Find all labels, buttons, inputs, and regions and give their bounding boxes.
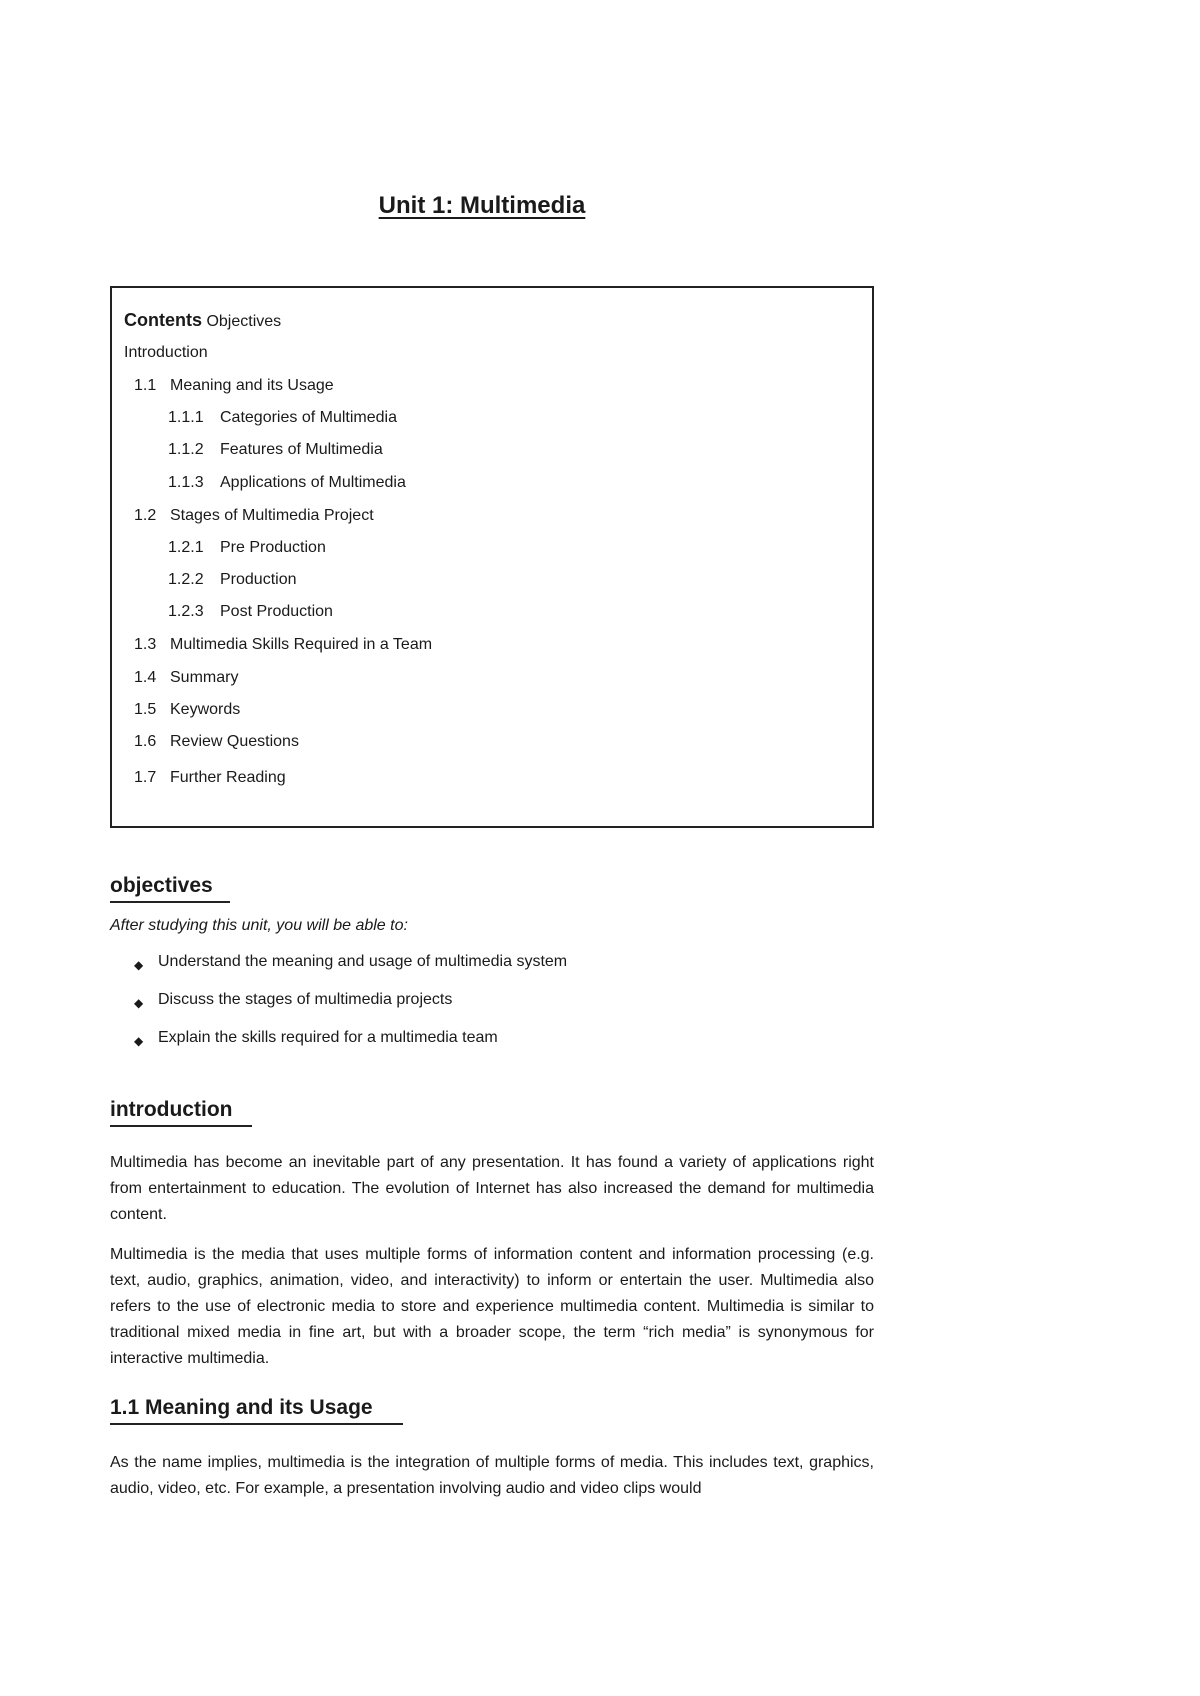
toc-item <box>134 768 286 788</box>
toc-item-number: 1.2.2 <box>168 571 204 588</box>
toc-item-label: Applications of Multimedia <box>220 474 406 491</box>
toc-item <box>134 506 374 526</box>
section-1-1-heading: 1.1 Meaning and its Usage <box>110 1396 373 1419</box>
list-item <box>110 1028 567 1066</box>
list-item-text: Understand the meaning and usage of multimedia system <box>158 953 568 970</box>
toc-item-label: Stages of Multimedia Project <box>170 507 374 524</box>
toc-item-number: 1.7 <box>134 769 157 786</box>
toc-item-number: 1.3 <box>134 636 157 653</box>
objectives-heading-underline <box>110 901 230 903</box>
introduction-paragraph-1: Multimedia has become an inevitable part of any presentation. It has found a variety of applications right from entertainment to education. The evolution of Internet has also increased the demand for multimedia content. <box>110 1154 874 1223</box>
toc-item-label: Keywords <box>170 701 241 718</box>
toc-item-number: 1.2.1 <box>168 539 204 556</box>
contents-heading: Contents <box>124 310 202 330</box>
objectives-lead: After studying this unit, you will be able to: <box>110 917 408 934</box>
contents-heading-line <box>124 310 281 332</box>
toc-item-label: Summary <box>170 669 239 686</box>
bullet-icon: ◆ <box>134 1034 144 1048</box>
toc-item-number: 1.1.2 <box>168 441 204 458</box>
toc-item <box>134 700 240 720</box>
toc-item-number: 1.2 <box>134 507 157 524</box>
toc-item-number: 1.1.3 <box>168 474 204 491</box>
toc-item <box>168 408 397 428</box>
toc-item-label: Meaning and its Usage <box>170 377 334 394</box>
contents-box <box>110 286 874 828</box>
toc-item-label: Categories of Multimedia <box>220 409 397 426</box>
objectives-heading: objectives <box>110 874 213 897</box>
toc-item <box>134 635 432 655</box>
introduction-paragraph-2: Multimedia is the media that uses multiple forms of information content and information processing (e.g. text, audio, graphics, animation, video, and interactivity) to inform or entertain the user. Multimedia also refers to the use of electronic media to store and experience multimedia content. Multimedia is similar to traditional mixed media in fine art, but with a broader scope, the term “rich media” is synonymous for interactive multimedia. <box>110 1246 874 1367</box>
toc-item <box>168 570 297 590</box>
toc-item <box>168 602 333 622</box>
introduction-heading-underline <box>110 1125 252 1127</box>
toc-item-label: Review Questions <box>170 733 299 750</box>
toc-item-number: 1.4 <box>134 669 157 686</box>
toc-item-label: Features of Multimedia <box>220 441 383 458</box>
toc-item-label: Multimedia Skills Required in a Team <box>170 636 433 653</box>
list-item-text: Explain the skills required for a multimedia team <box>158 1029 498 1046</box>
bullet-icon: ◆ <box>134 958 144 972</box>
toc-item-introduction: Introduction <box>124 344 208 361</box>
toc-item-objectives: Objectives <box>206 313 282 330</box>
toc-item-number: 1.2.3 <box>168 603 204 620</box>
toc-item-label: Post Production <box>220 603 333 620</box>
toc-item-number: 1.1 <box>134 377 157 394</box>
section-1-1-heading-underline <box>110 1423 403 1425</box>
toc-item-number: 1.6 <box>134 733 157 750</box>
objectives-list <box>110 952 567 1066</box>
list-item <box>110 952 567 990</box>
list-item <box>110 990 567 1028</box>
toc-item-label: Further Reading <box>170 769 286 786</box>
toc-item <box>134 732 299 752</box>
toc-item <box>168 538 326 558</box>
toc-item <box>168 440 383 460</box>
toc-item-label: Production <box>220 571 297 588</box>
toc-item-label: Pre Production <box>220 539 326 556</box>
toc-item <box>134 376 334 396</box>
introduction-heading: introduction <box>110 1098 233 1121</box>
bullet-icon: ◆ <box>134 996 144 1010</box>
page-title: Unit 1: Multimedia <box>378 192 586 219</box>
list-item-text: Discuss the stages of multimedia projects <box>158 991 453 1008</box>
toc-item-number: 1.5 <box>134 701 157 718</box>
toc-item <box>168 473 406 493</box>
section-1-1-paragraph: As the name implies, multimedia is the integration of multiple forms of media. This includes text, graphics, audio, video, etc. For example, a presentation involving audio and video clips would <box>110 1454 874 1497</box>
toc-item <box>134 668 238 688</box>
toc-item-number: 1.1.1 <box>168 409 204 426</box>
